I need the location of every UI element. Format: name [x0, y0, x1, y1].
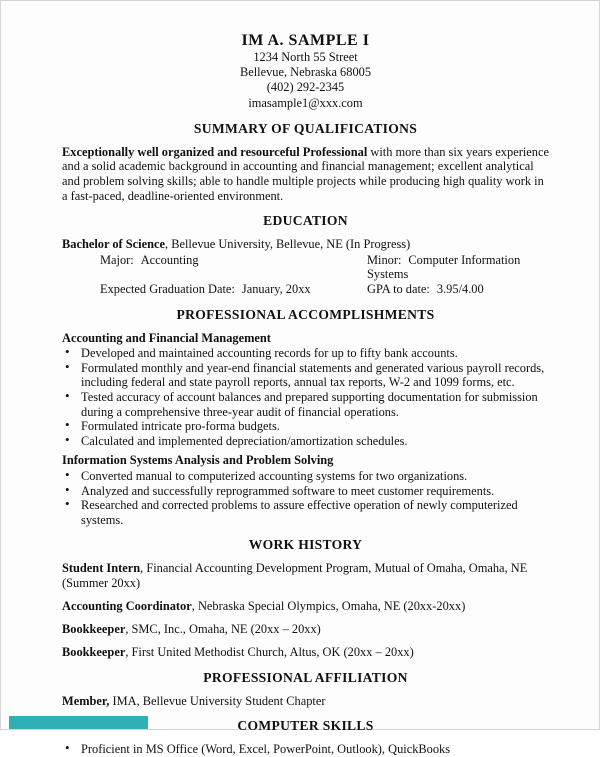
accomplishment-list: [62, 346, 549, 448]
degree-line: [62, 237, 549, 252]
accomplishment-list: [62, 469, 549, 527]
footer-accent-bar: [9, 716, 148, 729]
job-entry: [62, 622, 549, 637]
accomplishment-group-title: Information Systems Analysis and Problem Solving: [62, 453, 334, 468]
job-entry: [62, 561, 549, 590]
job-title: Accounting Coordinator: [62, 598, 192, 613]
address-line-1: 1234 North 55 Street: [253, 50, 358, 64]
job-details: , First United Methodist Church, Altus, OK (20xx – 20xx): [125, 645, 414, 660]
graduation-line: [62, 282, 367, 297]
job-details: , Financial Accounting Development Program, Mutual of Omaha, Omaha, NE (Summer 20xx): [62, 561, 528, 590]
section-heading-work-history: WORK HISTORY: [248, 537, 363, 553]
job-entry: [62, 645, 549, 660]
minor-value: Computer Information Systems: [367, 252, 521, 282]
section-heading-computer-skills: COMPUTER SKILLS: [237, 718, 374, 734]
minor-line: [367, 253, 549, 282]
section-heading-summary: SUMMARY OF QUALIFICATIONS: [193, 120, 418, 136]
accomplishment-bullet: • Formulated monthly and year-end financial statements and generated various payroll records, including federal and state payroll reports, annual tax reports, W-2 and 1099 forms, etc.: [62, 361, 549, 390]
address-line-2: Bellevue, Nebraska 68005: [239, 65, 372, 80]
email-address: imasample1@xxx.com: [248, 95, 363, 110]
accomplishment-bullet: • Analyzed and successfully reprogrammed software to meet customer requirements.: [62, 484, 549, 499]
member-label: Member,: [62, 693, 110, 708]
graduation-label: Expected Graduation Date:: [100, 281, 235, 296]
gpa-value: 3.95/4.00: [436, 281, 484, 296]
section-heading-education: EDUCATION: [263, 213, 348, 229]
job-title: Bookkeeper: [62, 645, 126, 660]
candidate-name: IM A. SAMPLE I: [241, 32, 370, 49]
member-details: IMA, Bellevue University Student Chapter: [109, 693, 326, 708]
section-heading-affiliation: PROFESSIONAL AFFILIATION: [203, 669, 408, 685]
accomplishment-bullet: • Formulated intricate pro-forma budgets.: [62, 419, 549, 434]
minor-label: Minor:: [367, 252, 402, 267]
accomplishment-bullet: • Developed and maintained accounting records for up to fifty bank accounts.: [62, 346, 549, 361]
job-details: , Nebraska Special Olympics, Omaha, NE (20xx-20xx): [191, 598, 466, 613]
summary-paragraph: [62, 145, 549, 203]
accomplishment-group-title: Accounting and Financial Management: [62, 330, 271, 345]
job-title: Bookkeeper: [62, 622, 126, 637]
accomplishment-bullet: • Tested accuracy of account balances and prepared supporting documentation for submission during a comprehensive three-year audit of financial operations.: [62, 390, 549, 419]
gpa-line: [367, 282, 549, 297]
resume-header: [62, 31, 549, 111]
accomplishment-bullet: • Calculated and implemented depreciation/amortization schedules.: [62, 434, 549, 449]
phone-number: (402) 292-2345: [266, 80, 345, 95]
skills-list: [62, 742, 549, 757]
skill-bullet: • Proficient in MS Office (Word, Excel, PowerPoint, Outlook), QuickBooks: [62, 742, 549, 757]
job-entry: [62, 599, 549, 614]
affiliation-entry: [62, 694, 549, 709]
degree-name: Bachelor of Science: [62, 237, 166, 252]
accomplishment-bullet: • Researched and corrected problems to assure effective operation of newly computerized systems.: [62, 498, 549, 527]
graduation-value: January, 20xx: [241, 281, 311, 296]
education-details: [62, 253, 549, 297]
major-label: Major:: [100, 252, 134, 267]
major-line: [62, 253, 367, 282]
degree-details: , Bellevue University, Bellevue, NE (In Progress): [165, 237, 411, 252]
section-heading-accomplishments: PROFESSIONAL ACCOMPLISHMENTS: [176, 306, 435, 322]
gpa-label: GPA to date:: [367, 281, 430, 296]
job-details: , SMC, Inc., Omaha, NE (20xx – 20xx): [125, 622, 321, 637]
accomplishment-bullet: • Converted manual to computerized accounting systems for two organizations.: [62, 469, 549, 484]
job-title: Student Intern: [62, 561, 141, 576]
summary-lead: Exceptionally well organized and resourceful Professional: [62, 144, 368, 159]
summary-rest: with more than six years experience and a solid academic background in accounting and financial management; excellent analytical and problem solving skills; able to handle multiple projects while producing high quality work in a fast-paced, deadline-oriented environment.: [62, 144, 549, 203]
major-value: Accounting: [140, 252, 199, 267]
